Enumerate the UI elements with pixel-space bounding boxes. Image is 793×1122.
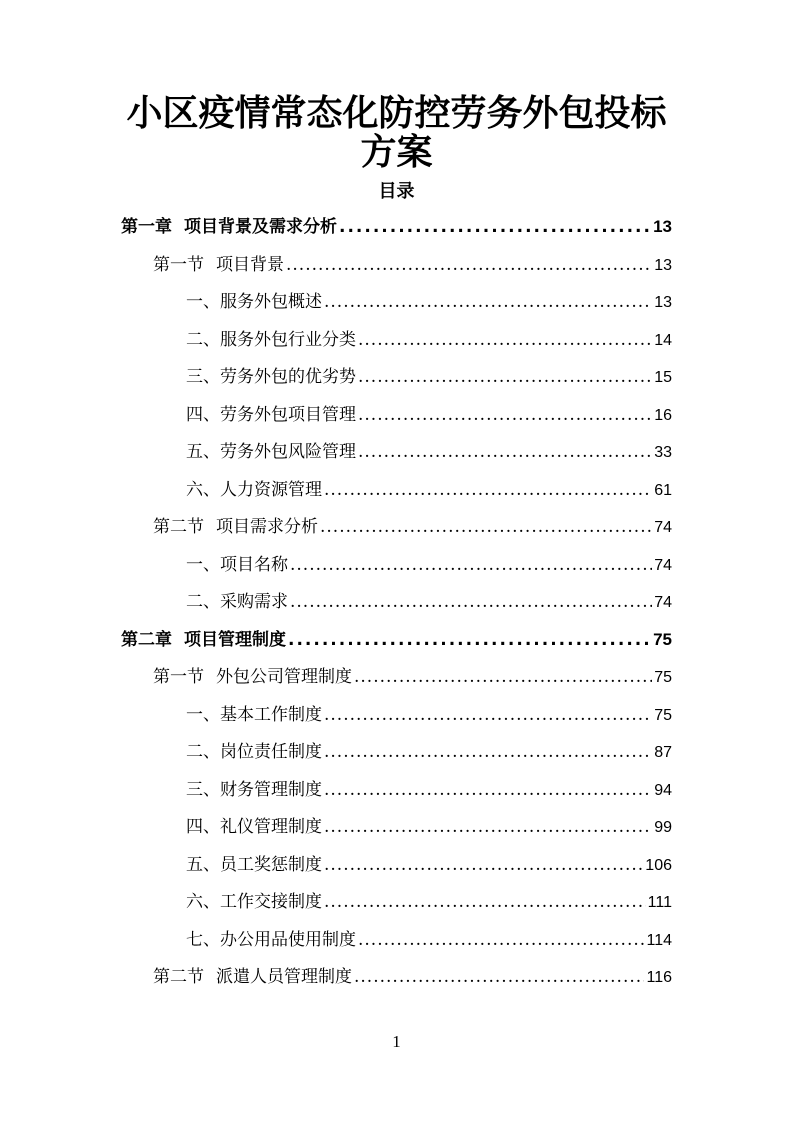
toc-entry-page: 87 [654, 744, 672, 761]
toc-entry-page: 75 [654, 706, 672, 724]
toc-entry-label: 工作交接制度 [220, 892, 322, 912]
toc-subsection-entry[interactable] [186, 287, 672, 317]
toc-entry-label: 劳务外包的优劣势 [220, 367, 356, 387]
toc-subsection-entry[interactable] [186, 400, 672, 430]
toc-dot-leader [358, 925, 644, 955]
toc-entry-number: 第二节 [153, 517, 204, 537]
toc-entry-page: 74 [654, 519, 672, 536]
page-number: 1 [392, 1032, 401, 1051]
toc-dot-leader [354, 962, 644, 992]
toc-entry-page: 16 [654, 406, 672, 424]
toc-subsection-entry[interactable] [186, 850, 672, 880]
toc-entry-label: 员工奖惩制度 [220, 854, 322, 875]
toc-entry-page: 75 [653, 629, 672, 649]
toc-dot-leader [324, 812, 652, 842]
toc-entry-page: 106 [645, 856, 672, 874]
toc-entry-label: 劳务外包项目管理 [220, 404, 356, 425]
toc-entry-label: 办公用品使用制度 [220, 929, 356, 950]
document-title: 小区疫情常态化防控劳务外包投标 [126, 93, 667, 134]
toc-entry-number: 二、 [186, 742, 220, 762]
toc-entry-page: 13 [654, 294, 672, 311]
toc-dot-leader [288, 625, 651, 655]
toc-dot-leader [358, 325, 652, 355]
toc-entry-page: 13 [654, 256, 672, 274]
toc-dot-leader [286, 250, 652, 280]
toc-subsection-entry[interactable] [186, 700, 672, 730]
toc-entry-number: 六、 [186, 892, 220, 912]
toc-subsection-entry[interactable] [186, 887, 672, 917]
toc-entry-page: 61 [654, 481, 672, 499]
toc-subsection-entry[interactable] [186, 812, 672, 842]
toc-chapter-entry[interactable] [121, 212, 672, 242]
toc-entry-label: 项目背景及需求分析 [184, 217, 337, 237]
toc-entry-number: 第二节 [153, 967, 204, 987]
toc-chapter-entry[interactable] [121, 625, 672, 655]
toc-entry-page: 33 [654, 444, 672, 461]
toc-section-entry[interactable] [153, 962, 672, 992]
toc-entry-number: 第一节 [153, 254, 204, 275]
toc-entry-label: 岗位责任制度 [220, 742, 322, 762]
document-title-continued: 方案 [360, 132, 433, 173]
toc-entry-page: 114 [646, 931, 672, 949]
toc-dot-leader [339, 212, 651, 242]
toc-entry-number: 第一节 [153, 667, 204, 687]
toc-dot-leader [324, 850, 643, 880]
toc-dot-leader [290, 587, 652, 617]
toc-entry-number: 三、 [186, 367, 220, 387]
toc-entry-page: 13 [653, 217, 672, 236]
toc-entry-number: 五、 [186, 854, 220, 875]
toc-dot-leader [324, 887, 646, 917]
toc-entry-page: 94 [654, 781, 672, 799]
toc-section-entry[interactable] [153, 250, 672, 280]
toc-entry-label: 财务管理制度 [220, 779, 322, 800]
toc-dot-leader [358, 362, 652, 392]
toc-entry-number: 第二章 [121, 629, 172, 650]
toc-subsection-entry[interactable] [186, 475, 672, 505]
toc-entry-number: 五、 [186, 442, 220, 462]
toc-entry-label: 项目背景 [216, 254, 284, 275]
toc-entry-page: 116 [646, 969, 672, 986]
toc-subsection-entry[interactable] [186, 362, 672, 392]
toc-entry-label: 服务外包概述 [220, 292, 322, 312]
toc-subsection-entry[interactable] [186, 925, 672, 955]
toc-subsection-entry[interactable] [186, 437, 672, 467]
toc-entry-label: 人力资源管理 [220, 479, 322, 500]
toc-entry-label: 礼仪管理制度 [220, 817, 322, 837]
toc-entry-number: 四、 [186, 817, 220, 837]
toc-subsection-entry[interactable] [186, 325, 672, 355]
toc-entry-label: 采购需求 [220, 592, 288, 612]
toc-entry-number: 一、 [186, 704, 220, 725]
toc-dot-leader [354, 662, 652, 692]
toc-dot-leader [324, 700, 652, 730]
toc-subsection-entry[interactable] [186, 587, 672, 617]
toc-entry-number: 一、 [186, 292, 220, 312]
toc-heading: 目录 [378, 181, 415, 202]
toc-entry-page: 99 [654, 819, 672, 836]
toc-entry-number: 二、 [186, 592, 220, 612]
toc-entry-number: 第一章 [121, 217, 172, 237]
toc-section-entry[interactable] [153, 512, 672, 542]
toc-entry-label: 派遣人员管理制度 [216, 967, 352, 987]
toc-dot-leader [324, 775, 652, 805]
toc-entry-page: 74 [654, 556, 672, 574]
toc-entry-number: 七、 [186, 929, 220, 950]
toc-entry-page: 111 [647, 894, 672, 911]
toc-entry-page: 75 [654, 669, 672, 686]
toc-subsection-entry[interactable] [186, 550, 672, 580]
toc-dot-leader [358, 400, 652, 430]
toc-dot-leader [290, 550, 652, 580]
toc-dot-leader [358, 437, 652, 467]
toc-dot-leader [324, 737, 652, 767]
toc-entry-label: 项目管理制度 [184, 629, 286, 650]
toc-dot-leader [320, 512, 652, 542]
toc-entry-label: 项目需求分析 [216, 517, 318, 537]
toc-entry-label: 劳务外包风险管理 [220, 442, 356, 462]
toc-subsection-entry[interactable] [186, 775, 672, 805]
toc-entry-number: 四、 [186, 404, 220, 425]
toc-entry-number: 三、 [186, 779, 220, 800]
toc-entry-label: 服务外包行业分类 [220, 329, 356, 350]
toc-entry-number: 一、 [186, 554, 220, 575]
toc-section-entry[interactable] [153, 662, 672, 692]
toc-entry-number: 六、 [186, 479, 220, 500]
toc-entry-page: 15 [654, 369, 672, 386]
toc-entry-label: 外包公司管理制度 [216, 667, 352, 687]
toc-entry-number: 二、 [186, 329, 220, 350]
toc-subsection-entry[interactable] [186, 737, 672, 767]
toc-dot-leader [324, 287, 652, 317]
toc-entry-page: 74 [654, 594, 672, 611]
toc-entry-page: 14 [654, 331, 672, 349]
toc-entry-label: 基本工作制度 [220, 704, 322, 725]
toc-entry-label: 项目名称 [220, 554, 288, 575]
toc-dot-leader [324, 475, 652, 505]
